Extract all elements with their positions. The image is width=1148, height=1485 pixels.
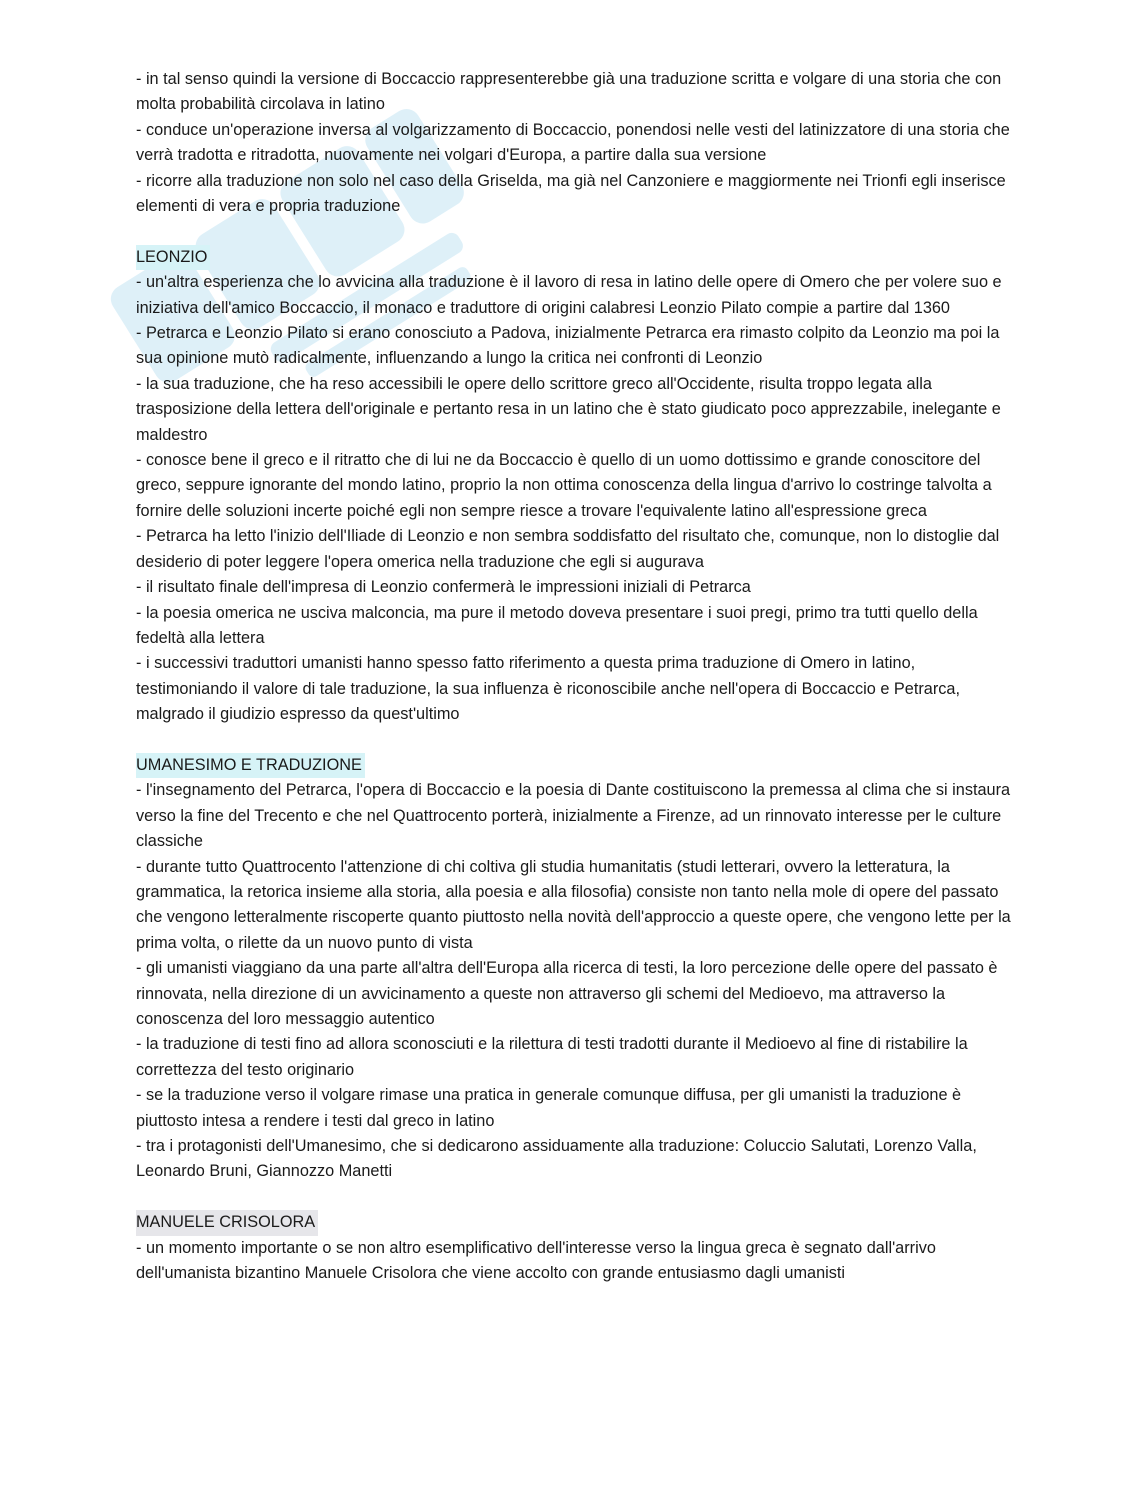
- list-item: - durante tutto Quattrocento l'attenzione di chi coltiva gli studia humanitatis (studi letterari, ovvero la letteratura, la grammatica, la retorica insieme alla storia, alla poesia e alla filosofia) consiste non tanto nella mole di opere del passato che vengono letteralmente riscoperte quanto piuttosto nella novità dell'approccio a queste opere, che vengono lette per la prima volta, o rilette da un nuovo punto di vista: [136, 857, 1011, 952]
- list-item: - la poesia omerica ne usciva malconcia, ma pure il metodo doveva presentare i suoi pregi, primo tra tutti quello della fedeltà alla lettera: [136, 603, 978, 647]
- list-item: - la traduzione di testi fino ad allora sconosciuti e la rilettura di testi tradotti durante il Medioevo al fine di ristabilire la correttezza del testo originario: [136, 1035, 968, 1079]
- list-item: - in tal senso quindi la versione di Boccaccio rappresenterebbe già una traduzione scritta e volgare di una storia che con molta probabilità circolava in latino: [136, 70, 1002, 114]
- list-item: - ricorre alla traduzione non solo nel caso della Griselda, ma già nel Canzoniere e maggiormente nei Trionfi egli inserisce elementi di vera e propria traduzione: [136, 171, 1006, 216]
- section-umanesimo: [136, 753, 1016, 1185]
- section-crisolora: [136, 1210, 1016, 1286]
- section-heading: MANUELE CRISOLORA: [136, 1210, 318, 1235]
- list-item: - un momento importante o se non altro esemplificativo dell'interesse verso la lingua greca è segnato dall'arrivo dell'umanista bizantino Manuele Crisolora che viene accolto con grande entusiasmo dagli umanisti: [136, 1238, 936, 1283]
- list-item: - un'altra esperienza che lo avvicina alla traduzione è il lavoro di resa in latino delle opere di Omero che per volere suo e iniziativa dell'amico Boccaccio, il monaco e traduttore di origini calabresi Leonzio Pilato compie a partire dal 1360: [136, 273, 1002, 317]
- section-heading: LEONZIO: [136, 245, 210, 270]
- list-item: - conduce un'operazione inversa al volgarizzamento di Boccaccio, ponendosi nelle vesti del latinizzatore di una storia che verrà tradotta e ritradotta, nuovamente nei volgari d'Europa, a partire dalla sua versione: [136, 120, 1010, 165]
- list-item: - se la traduzione verso il volgare rimase una pratica in generale comunque diffusa, per gli umanisti la traduzione è piuttosto intesa a rendere i testi dal greco in latino: [136, 1086, 962, 1130]
- intro-block: [136, 67, 1016, 219]
- list-item: - Petrarca ha letto l'inizio dell'Iliade di Leonzio e non sembra soddisfatto del risultato che, comunque, non lo distoglie dal desiderio di poter leggere l'opera omerica nella traduzione che egli si augurava: [136, 527, 1000, 571]
- list-item: - l'insegnamento del Petrarca, l'opera di Boccaccio e la poesia di Dante costituiscono la premessa al clima che si instaura verso la fine del Trecento e che nel Quattrocento porterà, inizialmente a Firenze, ad un rinnovato interesse per le culture classiche: [136, 781, 1011, 851]
- section-heading: UMANESIMO E TRADUZIONE: [136, 753, 365, 778]
- document-page: [136, 67, 1016, 1286]
- list-item: - gli umanisti viaggiano da una parte all'altra dell'Europa alla ricerca di testi, la loro percezione delle opere del passato è rinnovata, nella direzione di un avvicinamento a queste non attraverso gli schemi del Medioevo, ma attraverso la conoscenza del loro messaggio autentico: [136, 959, 998, 1028]
- list-item: - il risultato finale dell'impresa di Leonzio confermerà le impressioni iniziali di Petrarca: [136, 578, 751, 597]
- list-item: - tra i protagonisti dell'Umanesimo, che si dedicarono assiduamente alla traduzione: Coluccio Salutati, Lorenzo Valla, Leonardo Bruni, Giannozzo Manetti: [136, 1137, 977, 1181]
- section-leonzio: [136, 245, 1016, 728]
- list-item: - conosce bene il greco e il ritratto che di lui ne da Boccaccio è quello di un uomo dottissimo e grande conoscitore del greco, seppure ignorante del mondo latino, proprio la non ottima conoscenza della lingua d'arrivo lo costringe talvolta a fornire delle soluzioni incerte poiché egli non sempre riesce a trovare l'equivalente latino all'espressione greca: [136, 451, 992, 520]
- list-item: - i successivi traduttori umanisti hanno spesso fatto riferimento a questa prima traduzione di Omero in latino, testimoniando il valore di tale traduzione, la sua influenza è riconoscibile anche nell'opera di Boccaccio e Petrarca, malgrado il giudizio espresso da quest'ultimo: [136, 654, 960, 724]
- list-item: - Petrarca e Leonzio Pilato si erano conosciuto a Padova, inizialmente Petrarca era rimasto colpito da Leonzio ma poi la sua opinione mutò radicalmente, influenzando a lungo la critica nei confronti di Leonzio: [136, 324, 1000, 368]
- list-item: - la sua traduzione, che ha reso accessibili le opere dello scrittore greco all'Occidente, risulta troppo legata alla trasposizione della lettera dell'originale e pertanto resa in un latino che è stato giudicato poco apprezzabile, inelegante e maldestro: [136, 374, 1001, 444]
